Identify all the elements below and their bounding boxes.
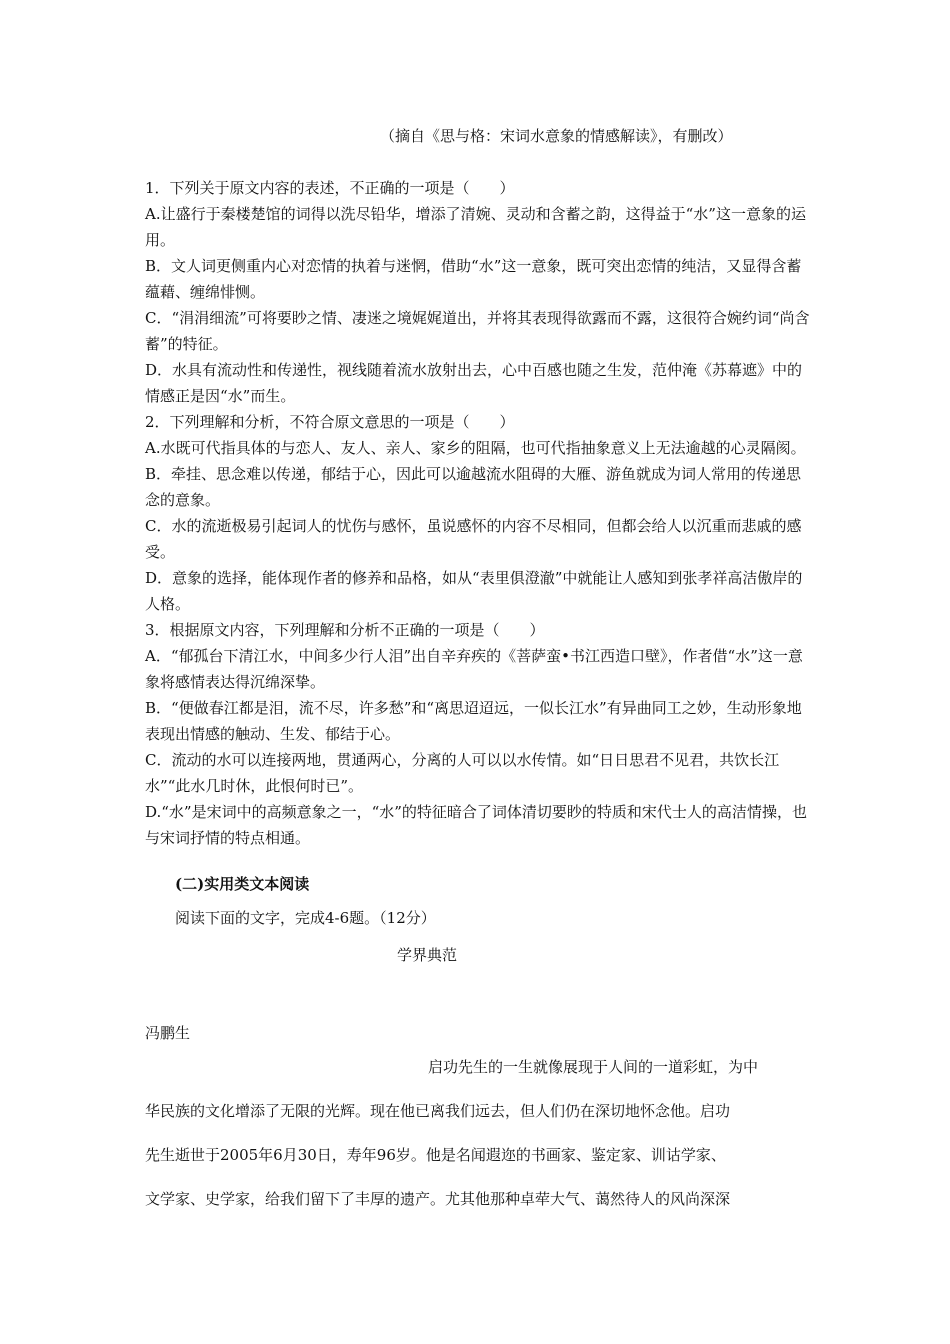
question-3-option-c: C．流动的水可以连接两地，贯通两心，分离的人可以以水传情。如“日日思君不见君，共饮长江水”“此水几时休，此恨何时已”。 xyxy=(145,751,780,795)
article-title: 学界典范 xyxy=(397,946,458,964)
question-2-option-a: A.水既可代指具体的与恋人、友人、亲人、家乡的阻隔，也可代指抽象意义上无法逾越的心灵隔阂。 xyxy=(145,439,806,457)
question-list xyxy=(145,175,815,851)
section-title: (二)实用类文本阅读 xyxy=(175,875,310,893)
question-1-option-a: A.让盛行于秦楼楚馆的词得以洗尽铅华，增添了清婉、灵动和含蓄之韵，这得益于“水”这一意象的运用。 xyxy=(145,205,806,249)
source-note: （摘自《思与格：宋词水意象的情感解读》，有删改） xyxy=(380,127,733,145)
question-2-option-c: C．水的流逝极易引起词人的忧伤与感怀，虽说感怀的内容不尽相同，但都会给人以沉重而悲戚的感受。 xyxy=(145,517,802,561)
article-line: 文学家、史学家，给我们留下了丰厚的遗产。尤其他那种卓荦大气、蔼然待人的风尚深深 xyxy=(145,1190,731,1208)
article-line: 启功先生的一生就像展现于人间的一道彩虹，为中 xyxy=(428,1058,759,1076)
question-1-option-c: C．“涓涓细流”可将要眇之情、凄迷之境娓娓道出，并将其表现得欲露而不露，这很符合婉约词“尚含蓄”的特征。 xyxy=(145,309,810,353)
article-body xyxy=(145,1055,815,1231)
question-2-option-b: B．牵挂、思念难以传递，郁结于心，因此可以逾越流水阻碍的大雁、游鱼就成为词人常用的传递思念的意象。 xyxy=(145,465,802,509)
question-2-stem: 2．下列理解和分析，不符合原文意思的一项是（ ） xyxy=(145,413,515,431)
reading-instruction: 阅读下面的文字，完成4-6题。（12分） xyxy=(175,909,436,927)
question-1-option-b: B．文人词更侧重内心对恋情的执着与迷惘，借助“水”这一意象，既可突出恋情的纯洁，又显得含蓄蕴藉、缠绵悱恻。 xyxy=(145,257,802,301)
question-3-option-b: B．“便做春江都是泪，流不尽，许多愁”和“离思迢迢远，一似长江水”有异曲同工之妙，生动形象地表现出情感的触动、生发、郁结于心。 xyxy=(145,699,802,743)
question-1-option-d: D．水具有流动性和传递性，视线随着流水放射出去，心中百感也随之生发，范仲淹《苏幕遮》中的情感正是因“水”而生。 xyxy=(145,361,803,405)
question-3-stem: 3．根据原文内容，下列理解和分析不正确的一项是（ ） xyxy=(145,621,545,639)
question-1-stem: 1．下列关于原文内容的表述，不正确的一项是（ ） xyxy=(145,179,515,197)
question-2-option-d: D．意象的选择，能体现作者的修养和品格，如从“表里俱澄澈”中就能让人感知到张孝祥高洁傲岸的人格。 xyxy=(145,569,803,613)
article-line: 华民族的文化增添了无限的光辉。现在他已离我们远去，但人们仍在深切地怀念他。启功 xyxy=(145,1102,731,1120)
article-author: 冯鹏生 xyxy=(145,1024,191,1042)
question-3-option-a: A．“郁孤台下清江水，中间多少行人泪”出自辛弃疾的《菩萨蛮•书江西造口壁》，作者借“水”这一意象将感情表达得沉绵深挚。 xyxy=(145,647,803,691)
article-line: 先生逝世于2005年6月30日，寿年96岁。他是名闻遐迩的书画家、鉴定家、训诂学家、 xyxy=(145,1146,726,1164)
question-3-option-d: D.“水”是宋词中的高频意象之一，“水”的特征暗合了词体清切要眇的特质和宋代士人的高洁情操，也与宋词抒情的特点相通。 xyxy=(145,803,807,847)
